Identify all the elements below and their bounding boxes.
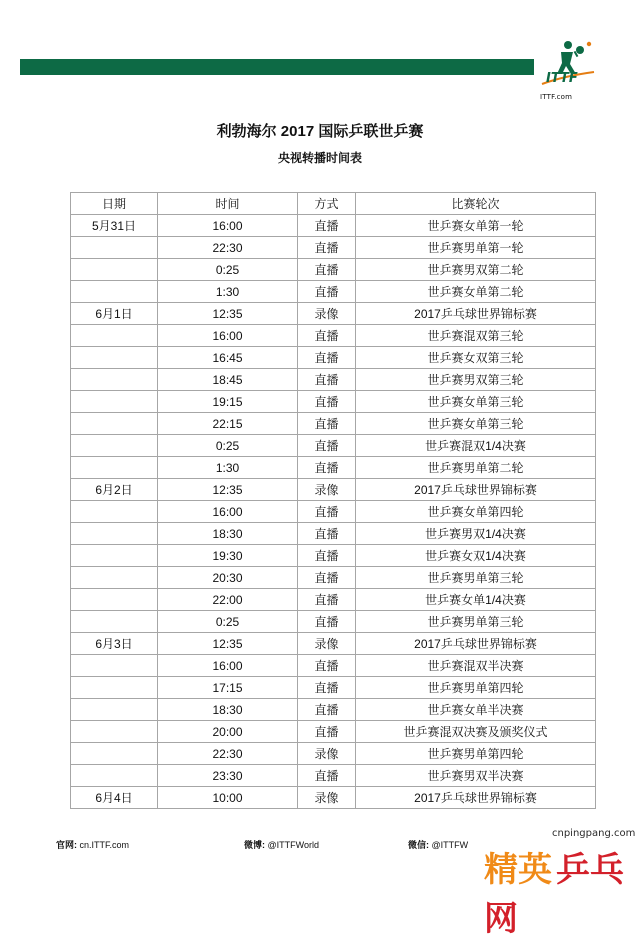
watermark-char-2: 英 [518, 850, 552, 890]
cell-round: 世乒赛男双1/4决赛 [356, 523, 596, 545]
ping-pong-player-icon [534, 36, 604, 92]
broadcast-schedule-table [70, 192, 596, 809]
cell-mode: 直播 [298, 523, 356, 545]
table-row [71, 369, 596, 391]
cell-time: 1:30 [158, 281, 298, 303]
cell-mode: 直播 [298, 391, 356, 413]
cell-mode: 录像 [298, 787, 356, 809]
weibo-value: @ITTFWorld [267, 840, 319, 850]
cell-round: 世乒赛男双第二轮 [356, 259, 596, 281]
website-value: cn.ITTF.com [79, 840, 130, 850]
cell-mode: 直播 [298, 611, 356, 633]
ittf-logo [534, 36, 604, 106]
cell-mode: 直播 [298, 655, 356, 677]
cell-round: 世乒赛男单第四轮 [356, 677, 596, 699]
cell-time: 22:00 [158, 589, 298, 611]
table-row [71, 347, 596, 369]
table-row [71, 523, 596, 545]
cell-round: 2017乒乓球世界锦标赛 [356, 787, 596, 809]
cell-time: 16:00 [158, 325, 298, 347]
cell-mode: 直播 [298, 347, 356, 369]
cell-date [71, 589, 158, 611]
cell-round: 世乒赛男单第三轮 [356, 567, 596, 589]
table-body [71, 215, 596, 809]
website-label: 官网: [56, 840, 77, 850]
cell-round: 世乒赛混双决赛及颁奖仪式 [356, 721, 596, 743]
cell-mode: 直播 [298, 765, 356, 787]
watermark-char-1: 精 [484, 850, 518, 890]
table-row [71, 237, 596, 259]
cell-time: 0:25 [158, 435, 298, 457]
table-row [71, 787, 596, 809]
cell-round: 世乒赛男单第二轮 [356, 457, 596, 479]
cell-round: 世乒赛混双第三轮 [356, 325, 596, 347]
column-header-round: 比赛轮次 [356, 193, 596, 215]
cell-round: 世乒赛女单半决赛 [356, 699, 596, 721]
table-row [71, 457, 596, 479]
table-row [71, 259, 596, 281]
column-header-time: 时间 [158, 193, 298, 215]
table-row [71, 567, 596, 589]
cell-date [71, 545, 158, 567]
table-row [71, 325, 596, 347]
cell-time: 22:30 [158, 743, 298, 765]
table-row [71, 391, 596, 413]
cell-mode: 直播 [298, 677, 356, 699]
cell-time: 19:30 [158, 545, 298, 567]
cell-time: 10:00 [158, 787, 298, 809]
cell-date [71, 765, 158, 787]
footer-weibo [244, 838, 319, 851]
cell-mode: 直播 [298, 281, 356, 303]
table-row [71, 479, 596, 501]
cell-mode: 直播 [298, 259, 356, 281]
cell-round: 世乒赛女单第四轮 [356, 501, 596, 523]
cell-time: 20:00 [158, 721, 298, 743]
table-row [71, 721, 596, 743]
table-row [71, 611, 596, 633]
cell-date [71, 743, 158, 765]
table-row [71, 281, 596, 303]
cell-date [71, 567, 158, 589]
cell-round: 世乒赛女单第三轮 [356, 413, 596, 435]
cell-date [71, 281, 158, 303]
cell-date [71, 391, 158, 413]
wechat-label: 微信: [408, 840, 429, 850]
cell-time: 19:15 [158, 391, 298, 413]
table-row [71, 743, 596, 765]
cell-mode: 直播 [298, 721, 356, 743]
cell-round: 世乒赛混双1/4决赛 [356, 435, 596, 457]
cell-time: 22:15 [158, 413, 298, 435]
logo-url: ITTF.com [540, 93, 573, 101]
cell-mode: 直播 [298, 413, 356, 435]
cell-date [71, 347, 158, 369]
cell-mode: 直播 [298, 369, 356, 391]
cell-round: 2017乒乓球世界锦标赛 [356, 633, 596, 655]
cell-date: 5月31日 [71, 215, 158, 237]
cell-date: 6月2日 [71, 479, 158, 501]
cell-time: 22:30 [158, 237, 298, 259]
cell-time: 12:35 [158, 303, 298, 325]
cell-round: 世乒赛女单第一轮 [356, 215, 596, 237]
cell-round: 世乒赛男单第三轮 [356, 611, 596, 633]
cell-date: 6月4日 [71, 787, 158, 809]
header-band [20, 59, 534, 75]
watermark-url: cnpingpang.com [552, 828, 636, 839]
cell-date [71, 611, 158, 633]
table-row [71, 677, 596, 699]
cell-mode: 录像 [298, 743, 356, 765]
cell-round: 世乒赛男单第四轮 [356, 743, 596, 765]
cell-round: 世乒赛男双半决赛 [356, 765, 596, 787]
cell-date [71, 325, 158, 347]
footer-website [56, 838, 129, 851]
watermark-site-name: 乒乓网 [484, 850, 624, 939]
cell-mode: 直播 [298, 501, 356, 523]
table-row [71, 303, 596, 325]
cell-round: 2017乒乓球世界锦标赛 [356, 479, 596, 501]
cell-time: 16:00 [158, 655, 298, 677]
cell-time: 18:30 [158, 523, 298, 545]
cell-date [71, 435, 158, 457]
cell-time: 23:30 [158, 765, 298, 787]
cell-mode: 直播 [298, 435, 356, 457]
logo-text: ITTF [546, 71, 578, 86]
cell-date [71, 699, 158, 721]
column-header-mode: 方式 [298, 193, 356, 215]
cell-time: 12:35 [158, 633, 298, 655]
cell-round: 世乒赛女单第二轮 [356, 281, 596, 303]
cell-round: 世乒赛男单第一轮 [356, 237, 596, 259]
cell-round: 2017乒乓球世界锦标赛 [356, 303, 596, 325]
cell-date [71, 721, 158, 743]
cell-mode: 直播 [298, 567, 356, 589]
weibo-label: 微博: [244, 840, 265, 850]
cell-date [71, 501, 158, 523]
cell-date [71, 237, 158, 259]
cell-date: 6月3日 [71, 633, 158, 655]
cell-time: 16:00 [158, 501, 298, 523]
table-row [71, 589, 596, 611]
cell-round: 世乒赛女双1/4决赛 [356, 545, 596, 567]
cell-time: 12:35 [158, 479, 298, 501]
table-row [71, 765, 596, 787]
cell-date [71, 523, 158, 545]
table-row [71, 699, 596, 721]
cell-date [71, 259, 158, 281]
cell-mode: 直播 [298, 215, 356, 237]
cell-time: 17:15 [158, 677, 298, 699]
cnpingpang-watermark [478, 822, 638, 939]
table-row [71, 501, 596, 523]
cell-mode: 录像 [298, 479, 356, 501]
page-title: 利勃海尔 2017 国际乒联世乒赛 [216, 123, 424, 140]
table-header-row [71, 193, 596, 215]
wechat-value: @ITTFW [431, 840, 469, 850]
cell-time: 1:30 [158, 457, 298, 479]
cell-time: 16:45 [158, 347, 298, 369]
cell-time: 18:30 [158, 699, 298, 721]
cell-mode: 直播 [298, 237, 356, 259]
cell-date: 6月1日 [71, 303, 158, 325]
cell-time: 0:25 [158, 259, 298, 281]
cell-round: 世乒赛男双第三轮 [356, 369, 596, 391]
cell-round: 世乒赛女单1/4决赛 [356, 589, 596, 611]
table-row [71, 215, 596, 237]
cell-time: 0:25 [158, 611, 298, 633]
cell-time: 20:30 [158, 567, 298, 589]
table-row [71, 633, 596, 655]
cell-mode: 直播 [298, 545, 356, 567]
cell-mode: 直播 [298, 457, 356, 479]
cell-round: 世乒赛女单第三轮 [356, 391, 596, 413]
table-row [71, 413, 596, 435]
cell-date [71, 677, 158, 699]
cell-mode: 录像 [298, 303, 356, 325]
cell-date [71, 655, 158, 677]
table-row [71, 545, 596, 567]
cell-mode: 直播 [298, 589, 356, 611]
column-header-date: 日期 [71, 193, 158, 215]
cell-time: 16:00 [158, 215, 298, 237]
cell-round: 世乒赛混双半决赛 [356, 655, 596, 677]
table-row [71, 435, 596, 457]
cell-mode: 直播 [298, 699, 356, 721]
cell-round: 世乒赛女双第三轮 [356, 347, 596, 369]
page-subtitle: 央视转播时间表 [277, 151, 362, 165]
table-row [71, 655, 596, 677]
cell-date [71, 413, 158, 435]
watermark-logo [484, 842, 638, 940]
cell-date [71, 369, 158, 391]
cell-mode: 录像 [298, 633, 356, 655]
footer-wechat [408, 838, 468, 851]
cell-date [71, 457, 158, 479]
cell-time: 18:45 [158, 369, 298, 391]
cell-mode: 直播 [298, 325, 356, 347]
